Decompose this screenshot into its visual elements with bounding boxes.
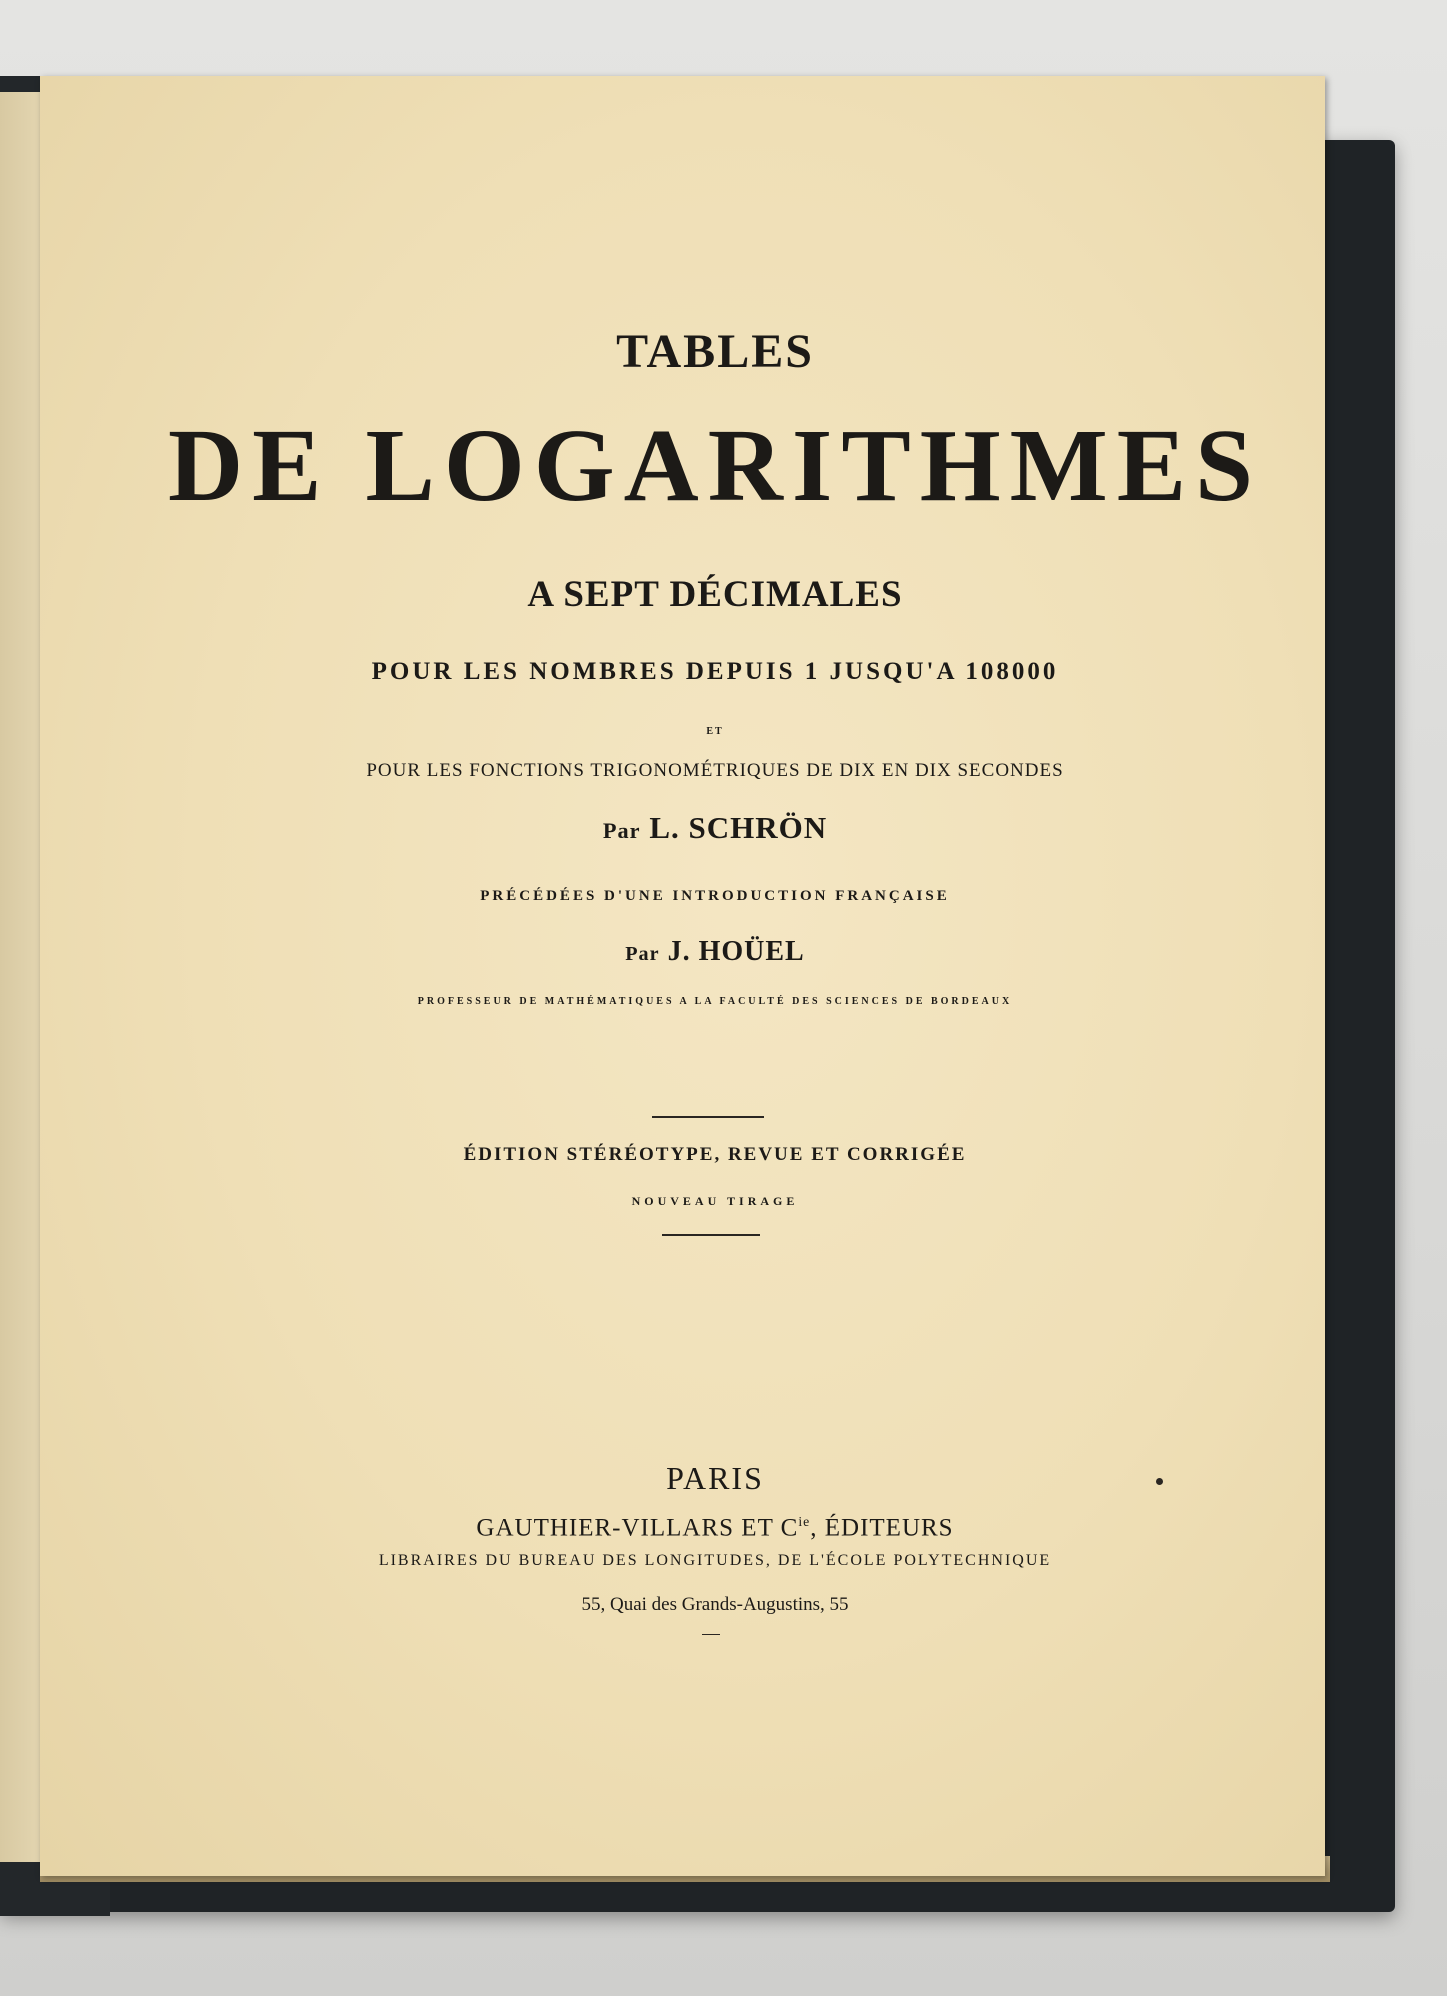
divider-rule bbox=[662, 1234, 760, 1236]
author-affiliation: PROFESSEUR DE MATHÉMATIQUES A LA FACULTÉ DES SCIENCES DE BORDEAUX bbox=[417, 996, 1013, 1007]
title-main: DE LOGARITHMES bbox=[168, 408, 1262, 523]
subtitle-trig: POUR LES FONCTIONS TRIGONOMÉTRIQUES DE DIX EN DIX SECONDES bbox=[366, 760, 1064, 781]
edition-line: ÉDITION STÉRÉOTYPE, REVUE ET CORRIGÉE bbox=[463, 1144, 967, 1165]
author-name: J. HOÜEL bbox=[667, 936, 805, 967]
end-dash bbox=[702, 1634, 720, 1635]
subtitle-decimals: A SEPT DÉCIMALES bbox=[527, 574, 903, 615]
tirage-line: NOUVEAU TIRAGE bbox=[631, 1194, 799, 1208]
ink-speck bbox=[1156, 1478, 1163, 1485]
publisher-name: GAUTHIER-VILLARS ET C bbox=[476, 1514, 799, 1542]
address-line: 55, Quai des Grands-Augustins, 55 bbox=[581, 1594, 849, 1615]
conjunction-et: ET bbox=[706, 726, 724, 737]
introduction-note: PRÉCÉDÉES D'UNE INTRODUCTION FRANÇAISE bbox=[480, 888, 950, 904]
publisher-suffix: , ÉDITEURS bbox=[810, 1514, 954, 1542]
subtitle-numbers: POUR LES NOMBRES DEPUIS 1 JUSQU'A 108000 bbox=[371, 658, 1059, 685]
publisher-superscript: ie bbox=[798, 1514, 811, 1529]
author-houel bbox=[140, 936, 1290, 968]
author-prefix: Par bbox=[602, 818, 641, 843]
author-prefix: Par bbox=[625, 943, 660, 965]
city-paris: PARIS bbox=[666, 1460, 764, 1496]
publisher bbox=[140, 1514, 1290, 1542]
divider-rule bbox=[652, 1116, 764, 1118]
title-line-tables: TABLES bbox=[616, 325, 814, 378]
author-name: L. SCHRÖN bbox=[649, 810, 828, 845]
booksellers-line: LIBRAIRES DU BUREAU DES LONGITUDES, DE L'ÉCOLE POLYTECHNIQUE bbox=[378, 1552, 1052, 1569]
title-page bbox=[40, 76, 1325, 1876]
author-schron bbox=[140, 810, 1290, 846]
